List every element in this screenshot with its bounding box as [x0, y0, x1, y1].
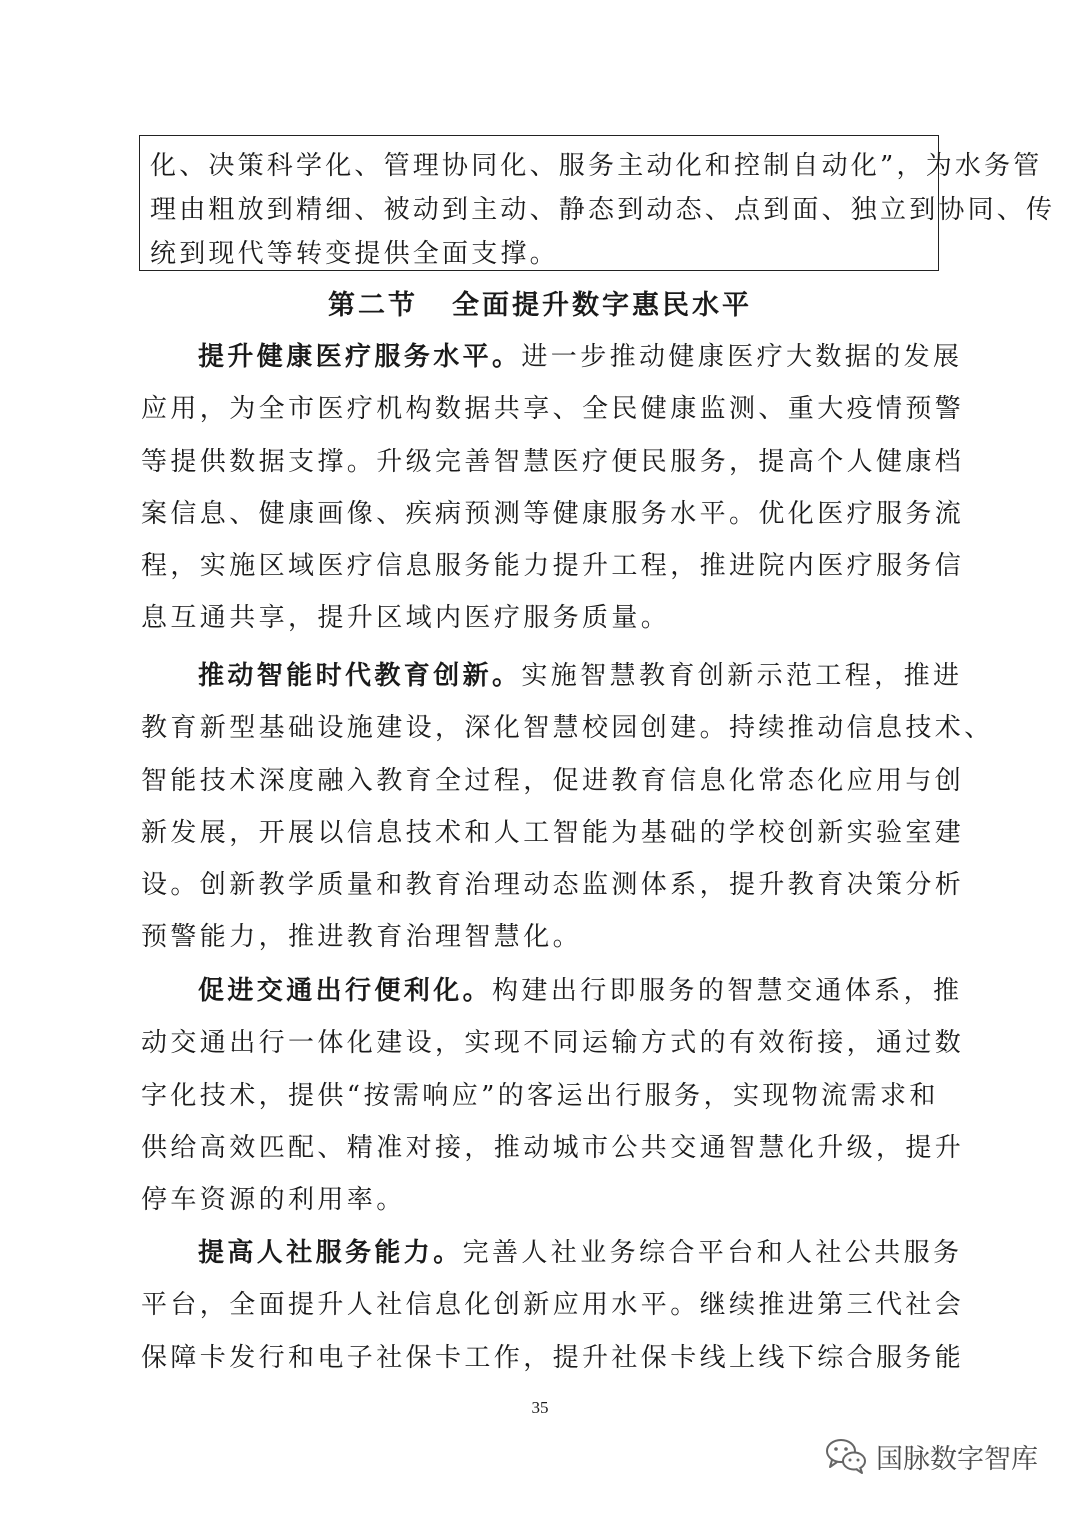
paragraph-line: 字化技术，提供“按需响应”的客运出行服务，实现物流需求和: [141, 1080, 939, 1111]
paragraph-line: 保障卡发行和电子社保卡工作，提升社保卡线上线下综合服务能: [141, 1342, 965, 1373]
paragraph-line: 教育新型基础设施建设，深化智慧校园创建。持续推动信息技术、: [141, 713, 994, 744]
paragraph-line: 预警能力，推进教育治理智慧化。: [141, 922, 583, 953]
paragraph-line: 息互通共享，提升区域内医疗服务质量。: [141, 603, 671, 634]
paragraph-line: 案信息、健康画像、疾病预测等健康服务水平。优化医疗服务流: [141, 498, 965, 529]
paragraph-text: 完善人社业务综合平台和人社公共服务: [462, 1238, 963, 1268]
paragraph-lead: 推动智能时代教育创新。: [198, 661, 522, 691]
paragraph-text: 构建出行即服务的智慧交通体系，推: [492, 976, 963, 1006]
paragraph-education: [141, 650, 994, 964]
paragraph-line: 程，实施区域医疗信息服务能力提升工程，推进院内医疗服务信: [141, 551, 965, 582]
paragraph-social-security: [141, 1227, 965, 1384]
section-title: 全面提升数字惠民水平: [452, 290, 752, 321]
wechat-icon: [824, 1436, 868, 1476]
paragraph-line: 平台，全面提升人社信息化创新应用水平。继续推进第三代社会: [141, 1290, 965, 1321]
section-heading: [0, 284, 1080, 328]
boxed-text-line: 统到现代等转变提供全面支撑。: [150, 239, 559, 269]
paragraph-line: 设。创新教学质量和教育治理动态监测体系，提升教育决策分析: [141, 870, 965, 901]
page-number: 35: [531, 1398, 549, 1417]
paragraph-line: 等提供数据支撑。升级完善智慧医疗便民服务，提高个人健康档: [141, 446, 965, 477]
paragraph-text: 实施智慧教育创新示范工程，推进: [521, 661, 963, 691]
paragraph-lead: 促进交通出行便利化。: [198, 976, 493, 1006]
section-number: 第二节: [328, 290, 418, 321]
paragraph-transport: [141, 965, 965, 1226]
paragraph-line: 停车资源的利用率。: [141, 1185, 406, 1216]
watermark-text: 国脉数字智库: [876, 1443, 1038, 1475]
paragraph-line: 动交通出行一体化建设，实现不同运输方式的有效衔接，通过数: [141, 1028, 965, 1059]
paragraph-line: 应用，为全市医疗机构数据共享、全民健康监测、重大疫情预警: [141, 394, 965, 425]
paragraph-line: 智能技术深度融入教育全过程，促进教育信息化常态化应用与创: [141, 765, 965, 796]
boxed-text-line: 化、决策科学化、管理协同化、服务主动化和控制自动化”，为水务管: [150, 151, 1043, 181]
paragraph-line: 供给高效匹配、精准对接，推动城市公共交通智慧化升级，提升: [141, 1132, 965, 1163]
boxed-text-frame: [139, 135, 1056, 271]
paragraph-health: [141, 331, 965, 645]
paragraph-line: 新发展，开展以信息技术和人工智能为基础的学校创新实验室建: [141, 817, 965, 848]
paragraph-text: 进一步推动健康医疗大数据的发展: [521, 342, 963, 372]
watermark: [824, 1436, 1038, 1476]
boxed-text-line: 理由粗放到精细、被动到主动、静态到动态、点到面、独立到协同、传: [150, 195, 1056, 225]
paragraph-lead: 提高人社服务能力。: [198, 1238, 463, 1268]
paragraph-lead: 提升健康医疗服务水平。: [198, 342, 522, 372]
